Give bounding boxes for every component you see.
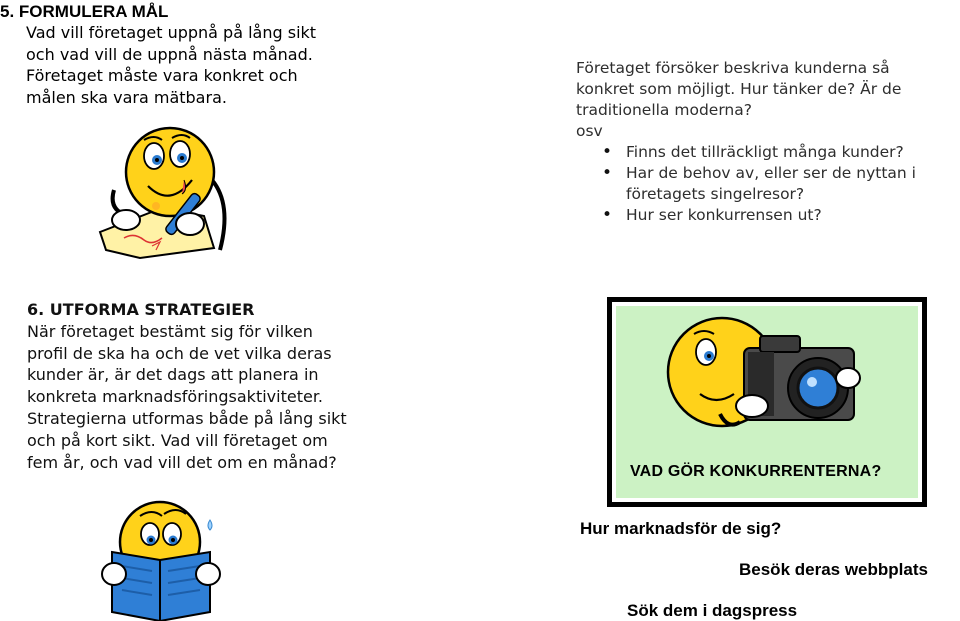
- section-5-line: målen ska vara mätbara.: [26, 87, 227, 107]
- customer-intro-line: konkret som möjligt. Hur tänker de? Är de: [576, 80, 902, 98]
- competitor-box: [607, 297, 927, 507]
- website-label: Besök deras webbplats: [739, 560, 928, 579]
- customer-question: • Hur ser konkurrensen ut?: [576, 205, 960, 226]
- customer-question-continuation: [576, 184, 960, 205]
- customer-intro-line: osv: [576, 122, 603, 140]
- section-6-line: profil de ska ha och de vet vilka deras: [27, 343, 332, 363]
- section-6-heading: 6. UTFORMA STRATEGIER: [27, 300, 255, 319]
- section-5-line: Vad vill företaget uppnå på lång sikt: [26, 23, 317, 42]
- customer-description: [576, 58, 960, 226]
- section-5-line: och vad vill de uppnå nästa månad.: [26, 44, 313, 64]
- writing-smiley-icon: [92, 120, 242, 260]
- section-6-line: fem år, och vad vill det om en månad?: [27, 452, 337, 472]
- customer-question: • Finns det tillräckligt många kunder?: [576, 142, 960, 163]
- competitor-box-caption: VAD GÖR KONKURRENTERNA?: [630, 463, 882, 480]
- section-6-line: kunder är, är det dags att planera in: [27, 365, 319, 385]
- customer-questions-list: [576, 142, 960, 226]
- section-6-line: Strategierna utformas både på lång sikt: [27, 408, 347, 428]
- customer-question-continuation-text: företagets singelresor?: [626, 185, 805, 203]
- section-5-body: [0, 22, 470, 108]
- customer-question: • Har de behov av, eller ser de nyttan i: [576, 163, 960, 184]
- competitor-box-inner: [616, 306, 918, 498]
- section-5: [0, 2, 470, 108]
- camera-smiley-icon: [660, 310, 880, 442]
- section-6-line: och på kort sikt. Vad vill företaget om: [27, 430, 328, 450]
- reading-smiley-icon: [98, 500, 238, 621]
- section-6-line: När företaget bestämt sig för vilken: [27, 321, 313, 341]
- marketing-label: Hur marknadsför de sig?: [580, 519, 782, 538]
- customer-intro-line: traditionella moderna?: [576, 101, 752, 119]
- section-6: [27, 299, 467, 473]
- section-6-line: konkreta marknadsföringsaktiviteter.: [27, 387, 324, 407]
- section-5-heading: 5. FORMULERA MÅL: [0, 2, 169, 21]
- customer-intro-line: Företaget försöker beskriva kunderna så: [576, 59, 890, 77]
- section-5-line: Företaget måste vara konkret och: [26, 66, 298, 85]
- press-label: Sök dem i dagspress: [627, 601, 798, 620]
